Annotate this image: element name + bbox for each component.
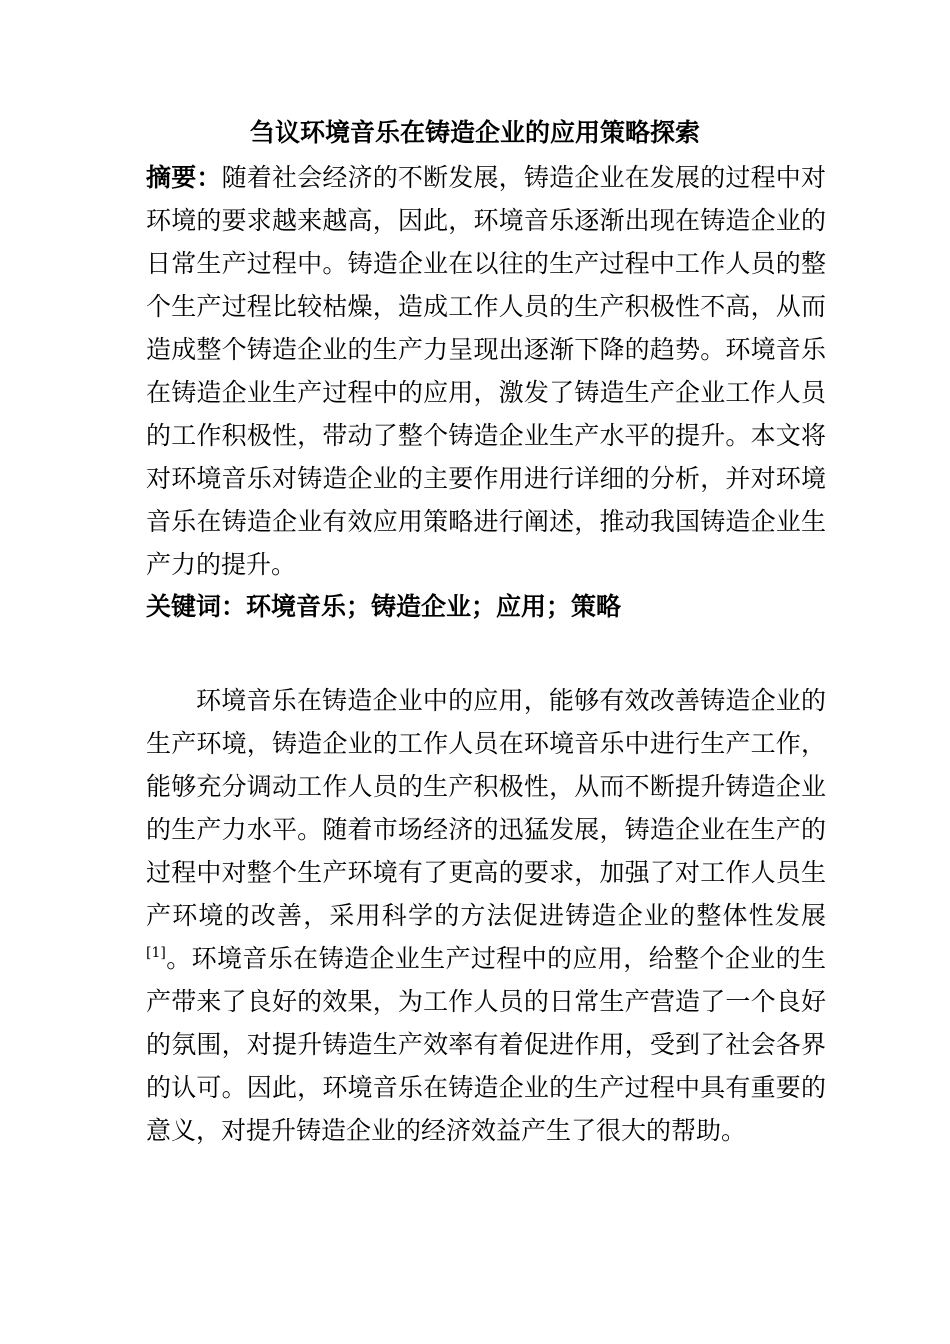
keywords-line [146,585,826,628]
document-title: 刍议环境音乐在铸造企业的应用策略探索 [249,118,700,147]
abstract-paragraph [146,156,826,586]
abstract-text: 随着社会经济的不断发展，铸造企业在发展的过程中对环境的要求越来越高，因此，环境音乐逐渐出现在铸造企业的日常生产过程中。铸造企业在以往的生产过程中工作人员的整个生产过程比较枯燥，造成工作人员的生产积极性不高，从而造成整个铸造企业的生产力呈现出逐渐下降的趋势。环境音乐在铸造企业生产过程中的应用，激发了铸造生产企业工作人员的工作积极性，带动了整个铸造企业生产水平的提升。本文将对环境音乐对铸造企业的主要作用进行详细的分析，并对环境音乐在铸造企业有效应用策略进行阐述，推动我国铸造企业生产力的提升。 [146,163,826,579]
keywords-text: 环境音乐；铸造企业；应用；策略 [246,592,622,621]
keywords-label: 关键词： [146,592,247,621]
body-paragraph [146,679,826,1152]
body-text-part1: 环境音乐在铸造企业中的应用，能够有效改善铸造企业的生产环境，铸造企业的工作人员在环境音乐中进行生产工作，能够充分调动工作人员的生产积极性，从而不断提升铸造企业的生产力水平。随着市场经济的迅猛发展，铸造企业在生产的过程中对整个生产环境有了更高的要求，加强了对工作人员生产环境的改善，采用科学的方法促进铸造企业的整体性发展 [146,686,826,930]
citation-marker: [1] [146,945,166,961]
abstract-label: 摘要： [146,163,222,192]
body-text-part2: 。环境音乐在铸造企业生产过程中的应用，给整个企业的生产带来了良好的效果，为工作人员的日常生产营造了一个良好的氛围，对提升铸造生产效率有着促进作用，受到了社会各界的认可。因此，环境音乐在铸造企业的生产过程中具有重要的意义，对提升铸造企业的经济效益产生了很大的帮助。 [146,944,826,1145]
